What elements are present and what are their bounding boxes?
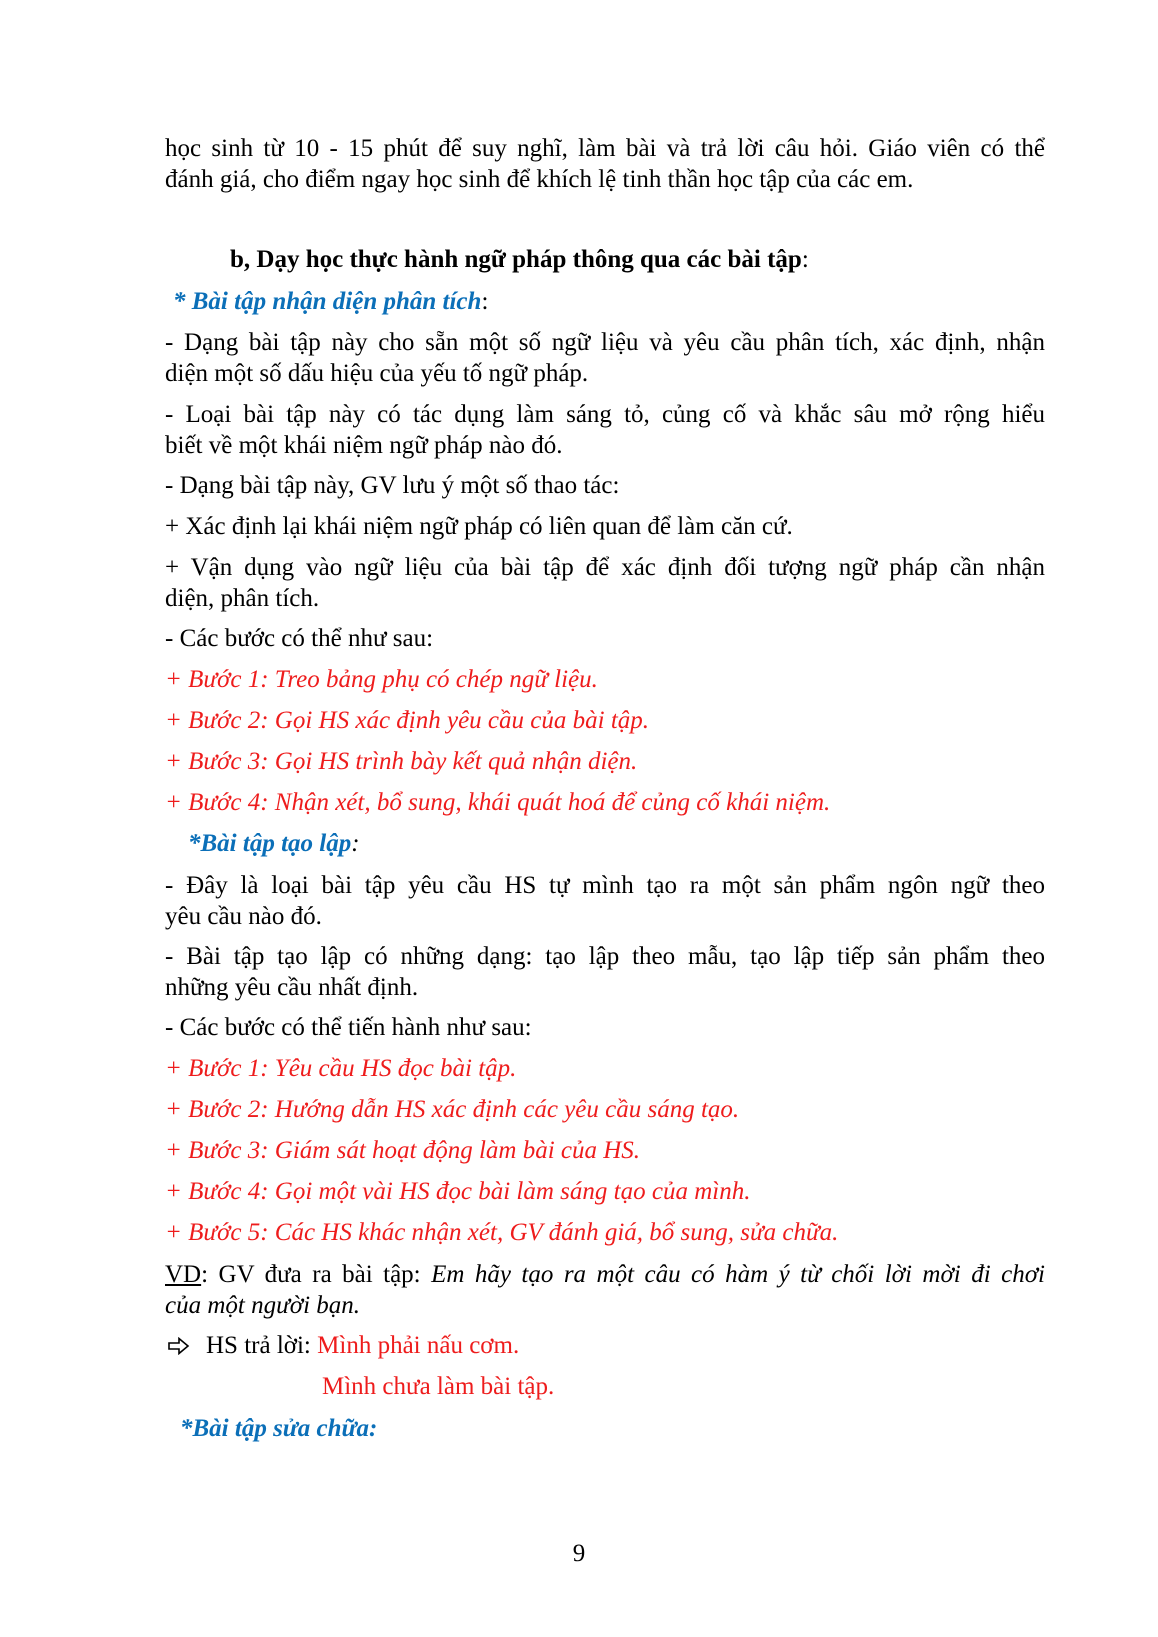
tao-lap-title-colon: :: [351, 830, 360, 857]
example-line-1: [165, 1259, 1045, 1290]
nhan-dien-p4: + Xác định lại khái niệm ngữ pháp có liên quan để làm căn cứ.: [165, 513, 793, 540]
tao-lap-title-text: *Bài tập tạo lập: [188, 830, 352, 857]
sua-chua-title: *Bài tập sửa chữa:: [180, 1415, 378, 1442]
example-intro: : GV đưa ra bài tập:: [201, 1261, 432, 1288]
tao-lap-step: + Bước 4: Gọi một vài HS đọc bài làm sáng tạo của mình.: [165, 1178, 751, 1205]
tao-lap-step: + Bước 3: Giám sát hoạt động làm bài của HS.: [165, 1137, 641, 1164]
tao-lap-p3: - Các bước có thể tiến hành như sau:: [165, 1014, 532, 1041]
section-b-heading: [230, 244, 1110, 275]
nhan-dien-step: + Bước 3: Gọi HS trình bày kết quả nhận diện.: [165, 748, 638, 775]
tao-lap-p2-line-2: những yêu cầu nhất định.: [165, 974, 419, 1001]
right-arrow-outline-icon: [168, 1330, 198, 1361]
example-task-line-1: Em hãy tạo ra một câu có hàm ý từ chối lời mời đi chơi: [431, 1261, 1045, 1288]
tao-lap-step: + Bước 2: Hướng dẫn HS xác định các yêu cầu sáng tạo.: [165, 1096, 740, 1123]
tao-lap-p2-line-1: - Bài tập tạo lập có những dạng: tạo lập theo mẫu, tạo lập tiếp sản phẩm theo: [165, 943, 1045, 970]
section-b-heading-text: b, Dạy học thực hành ngữ pháp thông qua các bài tập: [230, 246, 802, 273]
nhan-dien-title-colon: :: [481, 288, 489, 315]
nhan-dien-step: + Bước 2: Gọi HS xác định yêu cầu của bài tập.: [165, 707, 650, 734]
section-b-heading-colon: :: [801, 246, 809, 273]
nhan-dien-p2-line-2: biết về một khái niệm ngữ pháp nào đó.: [165, 432, 563, 459]
tao-lap-title: [188, 828, 1068, 859]
nhan-dien-p5-line-1: + Vận dụng vào ngữ liệu của bài tập để xác định đối tượng ngữ pháp cần nhận: [165, 554, 1045, 581]
answer-1: Mình phải nấu cơm.: [317, 1332, 520, 1359]
nhan-dien-step: + Bước 1: Treo bảng phụ có chép ngữ liệu.: [165, 666, 598, 693]
nhan-dien-p1-line-1: - Dạng bài tập này cho sẵn một số ngữ liệu và yêu cầu phân tích, xác định, nhận: [165, 329, 1045, 356]
tao-lap-step: + Bước 1: Yêu cầu HS đọc bài tập.: [165, 1055, 517, 1082]
answer-label: HS trả lời:: [206, 1332, 318, 1359]
nhan-dien-title: [173, 286, 1053, 317]
nhan-dien-p3: - Dạng bài tập này, GV lưu ý một số thao tác:: [165, 472, 620, 499]
example-answer: [168, 1330, 1048, 1361]
nhan-dien-p2-line-1: - Loại bài tập này có tác dụng làm sáng tỏ, củng cố và khắc sâu mở rộng hiểu: [165, 401, 1045, 428]
tao-lap-p1-line-1: - Đây là loại bài tập yêu cầu HS tự mình tạo ra một sản phẩm ngôn ngữ theo: [165, 872, 1045, 899]
nhan-dien-p1-line-2: diện một số dấu hiệu của yếu tố ngữ pháp.: [165, 360, 589, 387]
example-label: VD: [165, 1261, 202, 1288]
intro-line-1: học sinh từ 10 - 15 phút để suy nghĩ, làm bài và trả lời câu hỏi. Giáo viên có thể: [165, 135, 1045, 162]
nhan-dien-title-text: * Bài tập nhận diện phân tích: [173, 288, 482, 315]
nhan-dien-p6: - Các bước có thể như sau:: [165, 625, 434, 652]
nhan-dien-p5-line-2: diện, phân tích.: [165, 585, 320, 612]
tao-lap-step: + Bước 5: Các HS khác nhận xét, GV đánh giá, bổ sung, sửa chữa.: [165, 1219, 839, 1246]
page-number: 9: [572, 1540, 586, 1567]
answer-2: Mình chưa làm bài tập.: [322, 1373, 555, 1400]
nhan-dien-step: + Bước 4: Nhận xét, bổ sung, khái quát hoá để củng cố khái niệm.: [165, 789, 831, 816]
intro-line-2: đánh giá, cho điểm ngay học sinh để khích lệ tinh thần học tập của các em.: [165, 166, 914, 193]
example-task-line-2: của một người bạn.: [165, 1292, 361, 1319]
tao-lap-p1-line-2: yêu cầu nào đó.: [165, 903, 322, 930]
